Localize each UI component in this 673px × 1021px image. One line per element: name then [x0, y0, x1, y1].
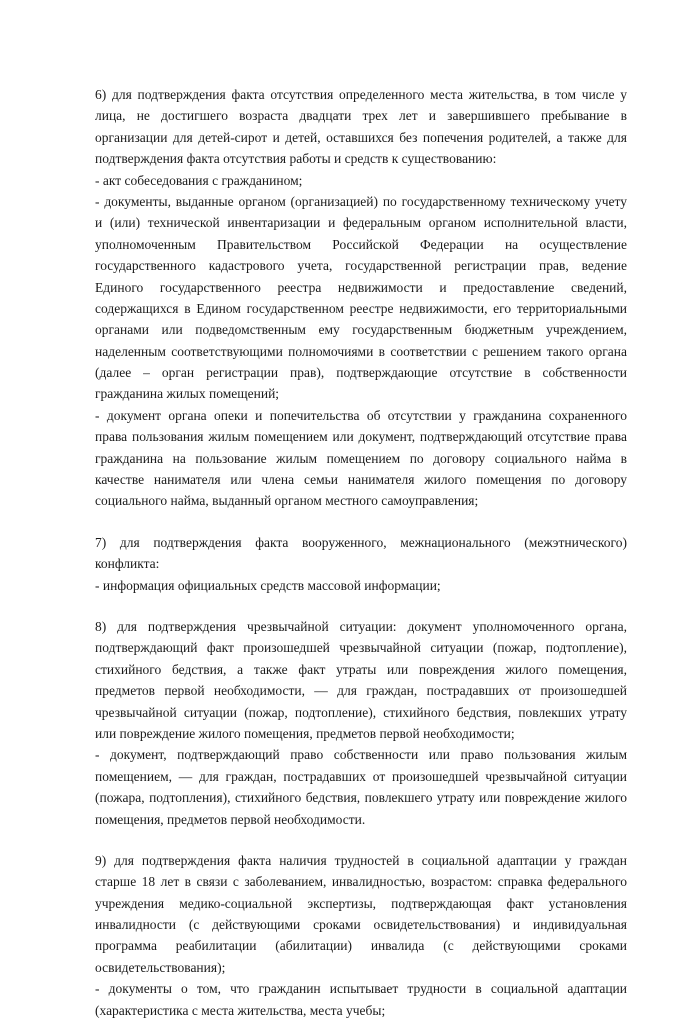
text-line: государственного кадастрового учета, государственной регистрации прав, ведение	[95, 258, 627, 274]
text-line: содержащихся в Едином государственном реестре недвижимости, его территориальными	[95, 300, 627, 316]
text-line: 6) для подтверждения факта отсутствия определенного места жительства, в том числе у	[95, 87, 627, 102]
text-line: - документ органа опеки и попечительства об отсутствии у гражданина сохраненного	[95, 407, 627, 423]
text-line: - акт собеседования с гражданином;	[95, 172, 303, 188]
text-line: - информация официальных средств массовой информации;	[95, 577, 441, 593]
text-line: старше 18 лет в связи с заболеванием, инвалидностью, возрастом: справка федерального	[95, 874, 627, 890]
text-line: - документы о том, что гражданин испытывает трудности в социальной адаптации	[95, 981, 627, 997]
text-line: права пользования жилым помещением или документ, подтверждающий отсутствие права	[95, 429, 627, 445]
text-line: социального найма, выданный органом местного самоуправления;	[95, 493, 479, 509]
text-line: организации для детей-сирот и детей, оставшихся без попечения родителей, а также для	[95, 129, 627, 145]
text-line: гражданина на пользование жилым помещением по договору социального найма в	[95, 450, 627, 466]
text-line: 8) для подтверждения чрезвычайной ситуации: документ уполномоченного органа,	[95, 618, 627, 634]
text-line: предметов первой необходимости, — для граждан, пострадавших от произошедшей	[95, 683, 627, 699]
text-line: (характеристика с места жительства, места учебы;	[95, 1002, 386, 1018]
text-line: наделенным соответствующими полномочиями в соответствии с решением такого органа	[95, 343, 627, 359]
text-line: 9) для подтверждения факта наличия трудностей в социальной адаптации у граждан	[95, 852, 627, 868]
text-line: конфликта:	[95, 556, 160, 572]
text-line: помещения, предметов первой необходимости.	[95, 811, 366, 827]
text-line: (пожара, подтопления), стихийного бедствия, повлекшего утрату или повреждение жилого	[95, 790, 627, 806]
text-line: программа реабилитации (абилитации) инвалида (с действующими сроками	[95, 938, 627, 954]
section-8	[95, 616, 627, 830]
text-line: 7) для подтверждения факта вооруженного, межнационального (межэтнического)	[95, 534, 627, 550]
section-7	[95, 532, 627, 596]
text-line: подтверждения факта отсутствия работы и средств к существованию:	[95, 151, 497, 167]
text-line: и (или) технической инвентаризации и федеральным органом исполнительной власти,	[95, 215, 627, 231]
text-line: органами или подведомственным ему государственным бюджетным учреждением,	[95, 322, 627, 338]
text-line: чрезвычайной ситуации (пожар, подтопление), стихийного бедствия, повлекших утрату	[95, 704, 627, 720]
text-line: стихийного бедствия, а также факт утраты или повреждения жилого помещения,	[95, 661, 627, 677]
text-line: - документы, выданные органом (организацией) по государственному техническому учету	[95, 193, 627, 209]
text-line: или повреждение жилого помещения, предметов первой необходимости;	[95, 725, 515, 741]
text-line: гражданина жилых помещений;	[95, 386, 280, 402]
text-line: - документ, подтверждающий право собственности или право пользования жилым	[95, 747, 627, 763]
text-line: инвалидности (с действующими сроками освидетельствования) и индивидуальная	[95, 917, 627, 933]
text-line: подтверждающий факт произошедшей чрезвычайной ситуации (пожар, подтопление),	[95, 640, 627, 656]
text-line: учреждения медико-социальной экспертизы, подтверждающая факт установления	[95, 895, 627, 911]
text-line: уполномоченным Правительством Российской Федерации на осуществление	[95, 236, 627, 252]
text-line: (далее – орган регистрации прав), подтверждающие отсутствие в собственности	[95, 365, 627, 381]
text-line: освидетельствования);	[95, 959, 226, 975]
text-line: помещением, — для граждан, пострадавших от произошедшей чрезвычайной ситуации	[95, 768, 627, 784]
text-line: лица, не достигшего возраста двадцати трех лет и завершившего пребывание в	[95, 108, 627, 124]
section-9	[95, 850, 627, 1021]
text-line: Единого государственного реестра недвижимости и предоставление сведений,	[95, 279, 627, 295]
text-line: качестве нанимателя или члена семьи нанимателя жилого помещения по договору	[95, 472, 627, 488]
section-6	[95, 84, 627, 512]
